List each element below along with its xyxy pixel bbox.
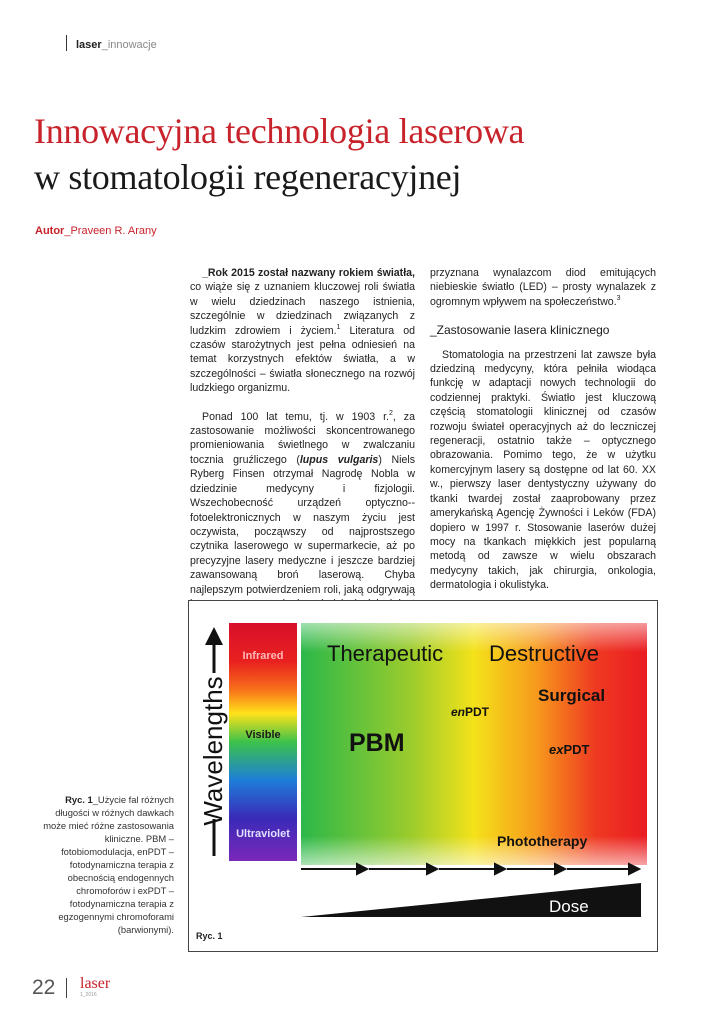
header-divider <box>66 35 67 51</box>
section-heading: _Zastosowanie lasera klinicznego <box>430 323 610 338</box>
therapeutic-label: Therapeutic <box>327 641 444 666</box>
surgical-label: Surgical <box>538 686 606 705</box>
figure-reference: Ryc. 1 <box>196 931 223 941</box>
figure-wavelength-dose <box>188 600 658 952</box>
page-number: 22 <box>32 976 56 999</box>
wavelengths-label: Wavelengths <box>198 676 228 826</box>
paragraph: _Rok 2015 został nazwany rokiem światła, co wiąże się z uznaniem kluczowej roli światła w wielu dziedzinach naszego istnienia, szczególnie w dziedzinach związanych z ludzkim zdrowiem i życiem.$^1$ Literatura od czasów starożytnych jest pełna odniesień na temat korzystnych efektów światła, a w szczególności – światła słonecznego na rozwój ludzkiego organizmu. <box>190 267 415 395</box>
expdt-label: exPDT <box>549 742 590 757</box>
infrared-label: Infrared <box>242 650 284 662</box>
destructive-label: Destructive <box>489 641 600 666</box>
footer-divider <box>66 978 67 998</box>
dose-arrows <box>301 864 639 874</box>
enpdt-label: enPDT <box>451 705 490 719</box>
text-column-2 <box>430 266 656 593</box>
paragraph: przyznana wynalazcom diod emitujących niebieskie światło (LED) – prosty wynalazek z ogromnym wpływem na społeczeństwo.$^3$ <box>430 267 656 308</box>
phototherapy-label: Phototherapy <box>497 833 588 849</box>
wavelength-axis <box>198 627 228 856</box>
visible-label: Visible <box>245 729 281 741</box>
ultraviolet-label: Ultraviolet <box>236 828 290 840</box>
article-title-line2: w stomatologii regeneracyjnej <box>34 157 462 197</box>
text-column-1 <box>190 266 415 626</box>
section-label: laser_innowacje <box>76 39 157 51</box>
issue-number: 1_2016 <box>80 992 97 998</box>
dose-wedge <box>301 883 641 917</box>
article-title-line1: Innowacyjna technologia laserowa <box>34 111 525 151</box>
author-line: Autor_Praveen R. Arany <box>35 225 157 237</box>
pbm-label: PBM <box>349 729 405 757</box>
paragraph: Ponad 100 lat temu, tj. w 1903 r.$^2$, za zastosowanie możliwości skoncentrowanego promieniowania świetlnego w zwalczaniu tocznia gruźliczego (lupus vulgaris) Niels Ryberg Finsen otrzymał Nagrodę Nobla w dziedzinie medycyny i fizjologii. Wszechobecność urządzeń optyczno--fotoelektronicznych w naszym życiu jest oczywista, począwszy od najprostszego czytnika laserowego w supermarkecie, aż po precyzyjne lasery medyczne i jeszcze bardziej zawansowaną broń laserową. Chyba najlepszym potwierdzeniem roli, jaką odgrywają <box>190 409 415 596</box>
paragraph: Stomatologia na przestrzeni lat zawsze była dziedziną medycyny, która pełniła wiodąca funkcję w adaptacji nowych technologii do codziennej praktyki. Światło jest kluczową częścią stomatologii klinicznej od czasów rozwoju świateł operacyjnych aż do leczniczej regeneracji, ostatnio także – optycznego obrazowania. Pomimo tego, że w użytku komercyjnym lasery są dostępne od lat 60. XX w., pierwszy laser dentystyczny używany do tkanki twardej został zaaprobowany przez amerykańską Agencję Żywności i Leków (FDA) dopiero w 1997 r. Stosowanie laserów dużej mocy na tkankach miękkich jest popularną metodą od zawsze w wielu obszarach medycyny takich, jak chirurgia, onkologia, dermatologia i okulistyka. <box>430 348 656 592</box>
figure-caption: Ryc. 1_Użycie fal różnych długości w różnych dawkach może mieć różne zastosowania kliniczne. PBM – fotobiomodulacja, enPDT – fotodynamiczna terapia z obecnością endogennych chromoforów i exPDT – fotodynamiczna terapia z egzogennymi chromoforami (barwionymi). <box>43 794 174 935</box>
dose-label: Dose <box>549 897 589 916</box>
magazine-name: laser <box>80 975 111 992</box>
